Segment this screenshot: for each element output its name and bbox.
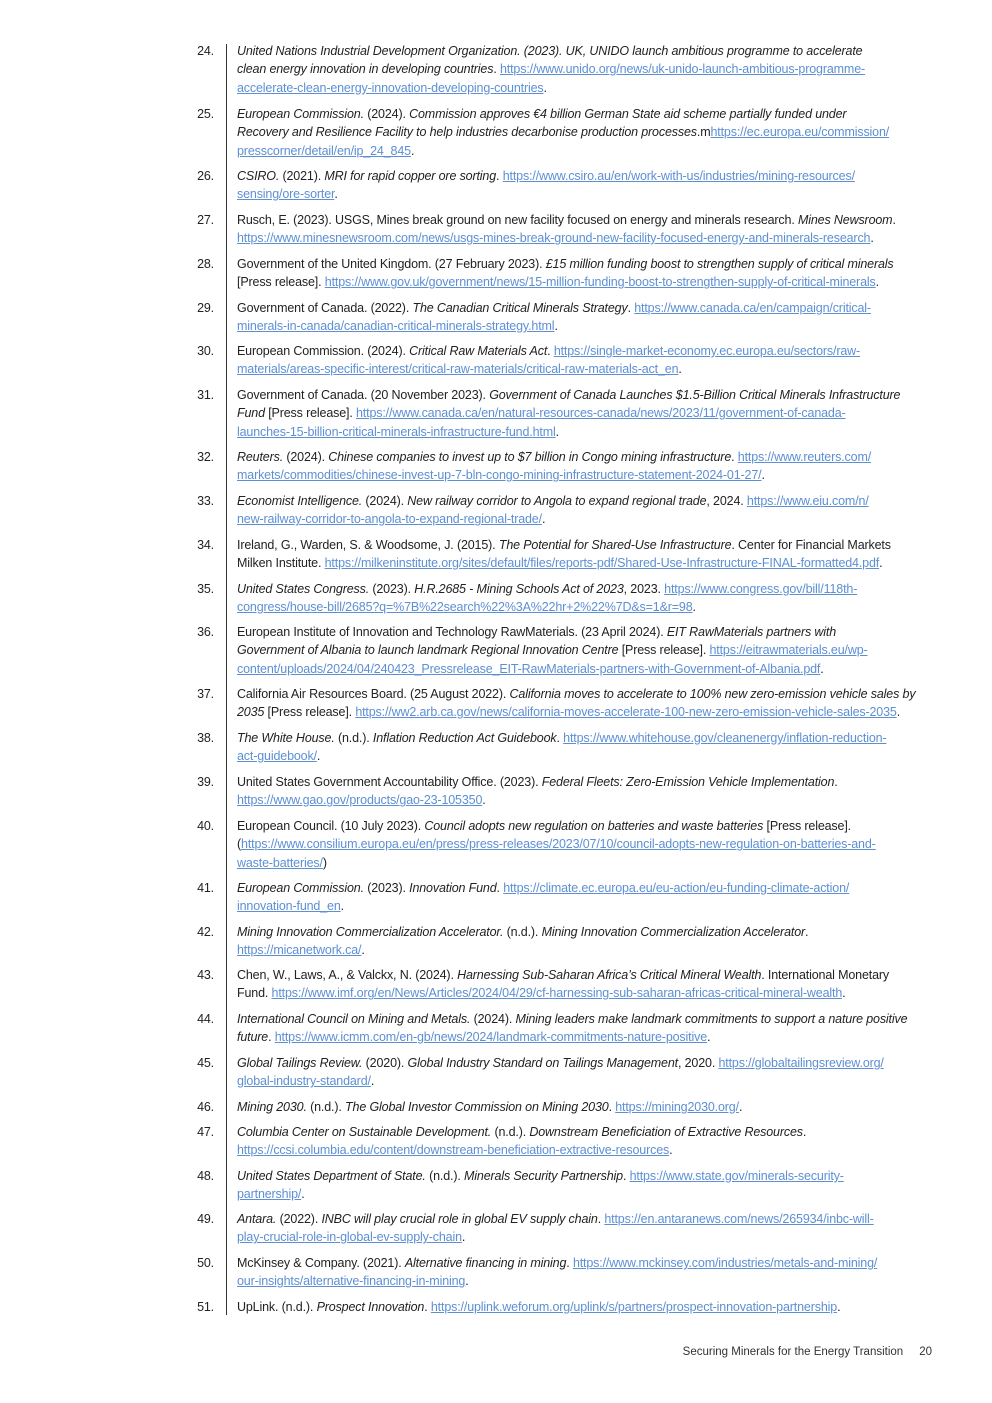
reference-italic-text: The White House. bbox=[237, 731, 335, 745]
page-footer bbox=[683, 1346, 932, 1358]
reference-italic-text: The Global Investor Commission on Mining 2030 bbox=[345, 1100, 609, 1114]
reference-plain-text: . bbox=[555, 424, 559, 439]
reference-line bbox=[237, 299, 937, 317]
reference-italic-text: Fund bbox=[237, 406, 265, 421]
reference-divider-rule bbox=[226, 44, 227, 1315]
reference-plain-text: . bbox=[761, 468, 765, 483]
reference-plain-text: (2024). bbox=[362, 494, 408, 508]
reference-line bbox=[237, 747, 937, 765]
reference-italic-text: Federal Fleets: Zero-Emission Vehicle Implementation bbox=[541, 775, 835, 789]
reference-number: 46. bbox=[197, 1100, 214, 1114]
reference-text bbox=[237, 342, 937, 379]
reference-plain-text: Government of the United Kingdom. (27 February 2023). bbox=[237, 257, 546, 271]
reference-plain-text: . bbox=[554, 319, 558, 334]
reference-number: 30. bbox=[197, 344, 214, 358]
reference-text bbox=[237, 1054, 937, 1091]
reference-line bbox=[237, 123, 937, 141]
reference-line bbox=[237, 835, 937, 853]
reference-link[interactable]: global-industry-standard/ bbox=[237, 1074, 371, 1089]
reference-line bbox=[237, 79, 937, 97]
reference-italic-text: The Potential for Shared-Use Infrastructure bbox=[498, 538, 732, 552]
reference-plain-text: (2020). bbox=[362, 1056, 408, 1070]
reference-line bbox=[237, 185, 937, 203]
reference-plain-text: . bbox=[556, 731, 564, 745]
reference-plain-text: . bbox=[707, 1030, 711, 1045]
reference-text bbox=[237, 729, 937, 766]
reference-link[interactable]: https://milkeninstitute.org/sites/default/files/reports-pdf/Shared-Use-Infrastructure-FINAL-formatted4.pdf bbox=[324, 556, 880, 571]
reference-plain-text: European Council. (10 July 2023). bbox=[237, 819, 425, 833]
reference-link[interactable]: https://www.eiu.com/n/ bbox=[746, 494, 869, 508]
reference-link[interactable]: https://www.state.gov/minerals-security- bbox=[629, 1169, 844, 1183]
reference-plain-text: ( bbox=[237, 837, 242, 852]
reference-plain-text: . bbox=[879, 556, 883, 571]
reference-link[interactable]: our-insights/alternative-financing-in-mining bbox=[237, 1274, 466, 1289]
reference-line bbox=[237, 492, 937, 510]
reference-plain-text: . Center for Financial Markets bbox=[731, 538, 891, 552]
reference-line bbox=[237, 404, 937, 422]
reference-number: 24. bbox=[197, 44, 214, 58]
reference-plain-text: (n.d.). bbox=[334, 731, 373, 745]
reference-text bbox=[237, 42, 937, 97]
reference-plain-text: . bbox=[622, 1169, 630, 1183]
reference-italic-text: Mines Newsroom bbox=[797, 213, 893, 227]
reference-line bbox=[237, 211, 937, 229]
reference-plain-text: , 2020. bbox=[677, 1056, 719, 1070]
reference-line bbox=[237, 623, 937, 641]
reference-number: 25. bbox=[197, 107, 214, 121]
reference-italic-text: Council adopts new regulation on batteries and waste batteries bbox=[424, 819, 764, 833]
reference-italic-text: clean energy innovation in developing countries bbox=[237, 62, 494, 77]
reference-text bbox=[237, 1298, 937, 1316]
reference-plain-text: , 2023. bbox=[623, 582, 665, 596]
reference-link[interactable]: materials/areas-specific-interest/critical-raw-materials/critical-raw-materials-act_en bbox=[237, 362, 679, 377]
reference-line bbox=[237, 1098, 937, 1116]
reference-plain-text: . bbox=[493, 62, 500, 77]
reference-plain-text: . bbox=[461, 1230, 466, 1245]
reference-number: 43. bbox=[197, 968, 214, 982]
reference-line bbox=[237, 554, 937, 572]
reference-plain-text: (2024). bbox=[283, 450, 329, 464]
reference-plain-text: (n.d.). bbox=[425, 1169, 465, 1183]
reference-italic-text: 2035 bbox=[237, 705, 265, 720]
reference-link[interactable]: https://www.canada.ca/en/campaign/critical- bbox=[634, 301, 871, 315]
reference-plain-text: Chen, W., Laws, A., & Valckx, N. (2024). bbox=[237, 968, 458, 982]
reference-line bbox=[237, 1254, 937, 1272]
reference-link[interactable]: https://single-market-economy.ec.europa.eu/sectors/raw- bbox=[553, 344, 861, 358]
reference-plain-text: (n.d.). bbox=[503, 925, 542, 939]
reference-line bbox=[237, 1028, 937, 1046]
reference-line bbox=[237, 660, 937, 678]
reference-line bbox=[237, 510, 937, 528]
page-number: 20 bbox=[919, 1346, 932, 1358]
reference-link[interactable]: https://ww2.arb.ca.gov/news/california-moves-accelerate-100-new-zero-emission-vehicle-sales-2035 bbox=[355, 705, 897, 720]
reference-plain-text: . bbox=[805, 925, 809, 939]
reference-plain-text: . bbox=[424, 1300, 431, 1314]
reference-line bbox=[237, 1054, 937, 1072]
reference-number: 51. bbox=[197, 1300, 214, 1314]
reference-plain-text: . International Monetary bbox=[761, 968, 889, 982]
reference-link[interactable]: launches-15-billion-critical-minerals-infrastructure-fund.html bbox=[237, 424, 556, 439]
reference-italic-text: Innovation Fund bbox=[409, 881, 497, 895]
reference-plain-text: . bbox=[361, 943, 365, 958]
reference-link[interactable]: https://www.imf.org/en/News/Articles/2024/04/29/cf-harnessing-sub-saharan-africas-critical-mineral-wealth bbox=[271, 986, 843, 1001]
reference-line bbox=[237, 923, 937, 941]
reference-text bbox=[237, 167, 937, 204]
reference-plain-text: . bbox=[543, 80, 547, 95]
reference-link[interactable]: https://www.reuters.com/ bbox=[737, 450, 872, 464]
reference-link[interactable]: https://ec.europa.eu/commission/ bbox=[710, 125, 890, 140]
reference-link[interactable]: accelerate-clean-energy-innovation-developing-countries bbox=[237, 80, 544, 95]
reference-link[interactable]: congress/house-bill/2685?q=%7B%22search%22%3A%22hr+2%22%7D&s=1&r=98 bbox=[237, 600, 693, 615]
reference-plain-text: [Press release]. bbox=[763, 819, 851, 833]
reference-italic-text: The Canadian Critical Minerals Strategy bbox=[412, 301, 628, 315]
reference-italic-text: European Commission. bbox=[237, 881, 364, 895]
reference-line bbox=[237, 105, 937, 123]
reference-plain-text: [Press release]. bbox=[237, 275, 325, 290]
reference-plain-text: McKinsey & Company. (2021). bbox=[237, 1256, 405, 1270]
reference-italic-text: Government of Canada Launches $1.5-Billion Critical Minerals Infrastructure bbox=[489, 388, 901, 402]
reference-italic-text: CSIRO. bbox=[237, 169, 280, 183]
reference-italic-text: Chinese companies to invest up to $7 billion in Congo mining infrastructure bbox=[328, 450, 732, 464]
reference-number: 39. bbox=[197, 775, 214, 789]
reference-line bbox=[237, 386, 937, 404]
reference-number: 47. bbox=[197, 1125, 214, 1139]
reference-plain-text: . bbox=[541, 512, 546, 527]
reference-plain-text: . bbox=[820, 661, 824, 676]
reference-number: 48. bbox=[197, 1169, 214, 1183]
reference-link[interactable]: https://www.whitehouse.gov/cleanenergy/inflation-reduction- bbox=[563, 731, 887, 745]
reference-number: 50. bbox=[197, 1256, 214, 1270]
reference-italic-text: Prospect Innovation bbox=[316, 1300, 425, 1314]
reference-link[interactable]: markets/commodities/chinese-invest-up-7-bln-congo-mining-infrastructure-statement-2024-01-27/ bbox=[237, 468, 762, 483]
reference-link[interactable]: https://en.antaranews.com/news/265934/inbc-will- bbox=[604, 1212, 874, 1226]
reference-plain-text: . bbox=[731, 450, 738, 464]
reference-plain-text: . bbox=[301, 1187, 305, 1202]
reference-plain-text: . bbox=[410, 143, 415, 158]
reference-line bbox=[237, 580, 937, 598]
reference-line bbox=[237, 167, 937, 185]
reference-number: 29. bbox=[197, 301, 214, 315]
reference-italic-text: Alternative financing in mining bbox=[404, 1256, 567, 1270]
reference-line bbox=[237, 255, 937, 273]
reference-line bbox=[237, 966, 937, 984]
reference-italic-text: H.R.2685 - Mining Schools Act of 2023 bbox=[414, 582, 624, 596]
reference-link[interactable]: https://ccsi.columbia.edu/content/downstream-beneficiation-extractive-resources bbox=[237, 1143, 670, 1158]
reference-number: 44. bbox=[197, 1012, 214, 1026]
reference-text bbox=[237, 773, 937, 810]
reference-link[interactable]: https://micanetwork.ca/ bbox=[237, 943, 362, 958]
reference-line bbox=[237, 448, 937, 466]
reference-plain-text: . bbox=[465, 1274, 469, 1289]
reference-plain-text: . bbox=[837, 1300, 841, 1314]
reference-plain-text: (2024). bbox=[363, 107, 410, 121]
reference-line bbox=[237, 598, 937, 616]
reference-italic-text: Critical Raw Materials Act bbox=[409, 344, 548, 358]
reference-line bbox=[237, 984, 937, 1002]
reference-italic-text: Mining 2030. bbox=[237, 1100, 307, 1114]
reference-number: 32. bbox=[197, 450, 214, 464]
reference-italic-text: Columbia Center on Sustainable Development. bbox=[237, 1125, 492, 1139]
reference-line bbox=[237, 229, 937, 247]
reference-link[interactable]: https://uplink.weforum.org/uplink/s/partners/prospect-innovation-partnership bbox=[430, 1300, 838, 1314]
reference-plain-text: [Press release]. bbox=[264, 406, 356, 421]
reference-text bbox=[237, 923, 937, 960]
reference-text bbox=[237, 580, 937, 617]
reference-plain-text: . bbox=[597, 1212, 605, 1226]
reference-italic-text: United States Congress. bbox=[237, 582, 370, 596]
reference-link[interactable]: minerals-in-canada/canadian-critical-minerals-strategy.html bbox=[237, 319, 555, 334]
reference-plain-text: (n.d.). bbox=[491, 1125, 530, 1139]
reference-plain-text: California Air Resources Board. (25 August 2022). bbox=[237, 687, 510, 701]
reference-number: 26. bbox=[197, 169, 214, 183]
reference-text bbox=[237, 299, 937, 336]
reference-plain-text: . bbox=[627, 301, 635, 315]
reference-text bbox=[237, 879, 937, 916]
reference-text bbox=[237, 1010, 937, 1047]
reference-plain-text: . bbox=[370, 1074, 375, 1089]
reference-line bbox=[237, 360, 937, 378]
reference-number: 37. bbox=[197, 687, 214, 701]
reference-link[interactable]: new-railway-corridor-to-angola-to-expand-regional-trade/ bbox=[237, 512, 542, 527]
reference-link[interactable]: partnership/ bbox=[237, 1187, 302, 1202]
reference-italic-text: Mining Innovation Commercialization Accelerator bbox=[541, 925, 806, 939]
reference-plain-text: . bbox=[496, 881, 504, 895]
reference-plain-text: . bbox=[678, 362, 682, 377]
reference-line bbox=[237, 317, 937, 335]
reference-plain-text: . bbox=[870, 231, 874, 246]
reference-line bbox=[237, 941, 937, 959]
reference-link[interactable]: https://www.mckinsey.com/industries/metals-and-mining/ bbox=[572, 1256, 878, 1270]
reference-text bbox=[237, 211, 937, 248]
reference-number: 41. bbox=[197, 881, 214, 895]
reference-line bbox=[237, 817, 937, 835]
reference-plain-text: . bbox=[334, 187, 338, 202]
reference-link[interactable]: https://climate.ec.europa.eu/eu-action/eu-funding-climate-action/ bbox=[503, 881, 850, 895]
reference-number: 38. bbox=[197, 731, 214, 745]
reference-italic-text: United Nations Industrial Development Organization. (2023). UK, UNIDO launch ambitious programme to accelerate bbox=[237, 44, 863, 58]
reference-text bbox=[237, 1210, 937, 1247]
reference-link[interactable]: https://globaltailingsreview.org/ bbox=[718, 1056, 884, 1070]
reference-link[interactable]: https://www.gov.uk/government/news/15-million-funding-boost-to-strengthen-supply-of-critical-minerals bbox=[324, 275, 876, 290]
reference-line bbox=[237, 142, 937, 160]
reference-plain-text: . bbox=[608, 1100, 616, 1114]
reference-number: 34. bbox=[197, 538, 214, 552]
reference-italic-text: Minerals Security Partnership bbox=[464, 1169, 623, 1183]
reference-plain-text: . bbox=[496, 169, 503, 183]
reference-plain-text: (2024). bbox=[470, 1012, 516, 1026]
reference-italic-text: Economist Intelligence. bbox=[237, 494, 363, 508]
reference-plain-text: . bbox=[547, 344, 554, 358]
reference-plain-text: . bbox=[802, 1125, 807, 1139]
reference-line bbox=[237, 1298, 937, 1316]
reference-plain-text: Milken Institute. bbox=[237, 556, 325, 571]
reference-plain-text: . bbox=[738, 1100, 743, 1114]
reference-plain-text: European Institute of Innovation and Technology RawMaterials. (23 April 2024). bbox=[237, 625, 667, 639]
reference-italic-text: New railway corridor to Angola to expand regional trade bbox=[407, 494, 707, 508]
reference-plain-text: Ireland, G., Warden, S. & Woodsome, J. (2015). bbox=[237, 538, 499, 552]
reference-number: 27. bbox=[197, 213, 214, 227]
reference-line bbox=[237, 1185, 937, 1203]
reference-link[interactable]: https://mining2030.org/ bbox=[615, 1100, 739, 1114]
reference-number: 36. bbox=[197, 625, 214, 639]
reference-line bbox=[237, 42, 937, 60]
reference-text bbox=[237, 1098, 937, 1116]
reference-text bbox=[237, 1167, 937, 1204]
reference-line bbox=[237, 854, 937, 872]
reference-link[interactable]: https://www.icmm.com/en-gb/news/2024/landmark-commitments-nature-positive bbox=[274, 1030, 707, 1045]
footer-title: Securing Minerals for the Energy Transition bbox=[682, 1346, 904, 1358]
reference-link[interactable]: innovation-fund_en bbox=[237, 899, 341, 914]
reference-italic-text: MRI for rapid copper ore sorting bbox=[324, 169, 497, 183]
reference-link[interactable]: https://www.minesnewsroom.com/news/usgs-mines-break-ground-new-facility-focused-energy-and-minerals-research bbox=[237, 231, 871, 246]
reference-number: 35. bbox=[197, 582, 214, 596]
reference-link[interactable]: https://www.unido.org/news/uk-unido-launch-ambitious-programme- bbox=[499, 62, 866, 77]
reference-text bbox=[237, 536, 937, 573]
reference-plain-text: . bbox=[482, 793, 486, 808]
reference-plain-text: United States Government Accountability Office. (2023). bbox=[237, 775, 542, 789]
reference-link[interactable]: https://www.congress.gov/bill/118th- bbox=[664, 582, 858, 596]
reference-plain-text: (2022). bbox=[276, 1212, 322, 1226]
reference-plain-text: .m bbox=[696, 125, 711, 140]
reference-text bbox=[237, 966, 937, 1003]
reference-line bbox=[237, 773, 937, 791]
reference-line bbox=[237, 273, 937, 291]
reference-line bbox=[237, 1272, 937, 1290]
reference-plain-text: Fund. bbox=[237, 986, 272, 1001]
reference-number: 45. bbox=[197, 1056, 214, 1070]
reference-plain-text: [Press release]. bbox=[618, 643, 710, 658]
reference-link[interactable]: https://www.gao.gov/products/gao-23-105350 bbox=[237, 793, 483, 808]
reference-link[interactable]: presscorner/detail/en/ip_24_845 bbox=[237, 143, 411, 158]
reference-plain-text: . bbox=[892, 213, 896, 227]
reference-plain-text: . bbox=[566, 1256, 573, 1270]
reference-number: 28. bbox=[197, 257, 214, 271]
reference-plain-text: . bbox=[875, 275, 879, 290]
reference-italic-text: EIT RawMaterials partners with bbox=[666, 625, 837, 639]
reference-italic-text: Reuters. bbox=[237, 450, 284, 464]
reference-italic-text: future bbox=[237, 1030, 269, 1045]
reference-plain-text: . bbox=[268, 1030, 275, 1045]
reference-line bbox=[237, 685, 937, 703]
reference-text bbox=[237, 448, 937, 485]
reference-italic-text: INBC will play crucial role in global EV supply chain bbox=[321, 1212, 598, 1226]
reference-plain-text: . bbox=[834, 775, 838, 789]
reference-italic-text: Global Tailings Review. bbox=[237, 1056, 363, 1070]
reference-text bbox=[237, 685, 937, 722]
reference-line bbox=[237, 703, 937, 721]
reference-line bbox=[237, 466, 937, 484]
reference-line bbox=[237, 1228, 937, 1246]
reference-line bbox=[237, 879, 937, 897]
reference-number: 33. bbox=[197, 494, 214, 508]
reference-plain-text: ) bbox=[322, 855, 327, 870]
reference-line bbox=[237, 1123, 937, 1141]
reference-link[interactable]: play-crucial-role-in-global-ev-supply-chain bbox=[237, 1230, 462, 1245]
reference-italic-text: International Council on Mining and Metals. bbox=[237, 1012, 471, 1026]
reference-line bbox=[237, 1010, 937, 1028]
reference-plain-text: UpLink. (n.d.). bbox=[237, 1300, 317, 1314]
reference-link[interactable]: waste-batteries/ bbox=[237, 855, 323, 870]
reference-text bbox=[237, 623, 937, 678]
reference-italic-text: European Commission. bbox=[237, 107, 364, 121]
reference-link[interactable]: https://www.canada.ca/en/natural-resources-canada/news/2023/11/government-of-canada- bbox=[356, 406, 846, 421]
reference-link[interactable]: sensing/ore-sorter bbox=[237, 187, 335, 202]
reference-line bbox=[237, 423, 937, 441]
reference-plain-text: (2023). bbox=[363, 881, 410, 895]
reference-text bbox=[237, 1254, 937, 1291]
reference-plain-text: Government of Canada. (2022). bbox=[237, 301, 413, 315]
reference-italic-text: California moves to accelerate to 100% new zero-emission vehicle sales by bbox=[509, 687, 916, 701]
reference-plain-text: . bbox=[669, 1143, 673, 1158]
reference-italic-text: Mining leaders make landmark commitments to support a nature positive bbox=[515, 1012, 908, 1026]
reference-line bbox=[237, 641, 937, 659]
reference-line bbox=[237, 897, 937, 915]
reference-italic-text: Commission approves €4 billion German State aid scheme partially funded under bbox=[409, 107, 847, 121]
reference-number: 42. bbox=[197, 925, 214, 939]
reference-link[interactable]: content/uploads/2024/04/240423_Pressrelease_EIT-RawMaterials-partners-with-Government-of-Albania.pdf bbox=[237, 661, 821, 676]
reference-text bbox=[237, 492, 937, 529]
reference-plain-text: . bbox=[692, 600, 696, 615]
reference-line bbox=[237, 1072, 937, 1090]
reference-line bbox=[237, 342, 937, 360]
reference-number: 49. bbox=[197, 1212, 214, 1226]
reference-line bbox=[237, 1141, 937, 1159]
reference-italic-text: Antara. bbox=[237, 1212, 277, 1226]
reference-number: 40. bbox=[197, 819, 214, 833]
reference-italic-text: United States Department of State. bbox=[237, 1169, 426, 1183]
reference-italic-text: Inflation Reduction Act Guidebook bbox=[372, 731, 557, 745]
reference-text bbox=[237, 255, 937, 292]
reference-plain-text: . bbox=[340, 899, 344, 914]
reference-italic-text: Recovery and Resilience Facility to help industries decarbonise production processes bbox=[237, 125, 697, 140]
reference-plain-text: , 2024. bbox=[706, 494, 747, 508]
reference-italic-text: Mining Innovation Commercialization Accelerator. bbox=[237, 925, 504, 939]
reference-text bbox=[237, 817, 937, 872]
reference-link[interactable]: https://www.csiro.au/en/work-with-us/industries/mining-resources/ bbox=[502, 169, 855, 183]
reference-italic-text: Global Industry Standard on Tailings Management bbox=[407, 1056, 678, 1070]
reference-plain-text: . bbox=[896, 705, 901, 720]
reference-link[interactable]: https://eitrawmaterials.eu/wp- bbox=[709, 643, 868, 658]
reference-line bbox=[237, 60, 937, 78]
reference-text bbox=[237, 1123, 937, 1160]
reference-text bbox=[237, 386, 937, 441]
reference-plain-text: Rusch, E. (2023). USGS, Mines break ground on new facility focused on energy and minerals research. bbox=[237, 213, 798, 227]
reference-plain-text: (2023). bbox=[369, 582, 415, 596]
reference-italic-text: £15 million funding boost to strengthen supply of critical minerals bbox=[545, 257, 894, 271]
reference-plain-text: (2021). bbox=[279, 169, 325, 183]
reference-link[interactable]: act-guidebook/ bbox=[237, 749, 317, 764]
reference-italic-text: Downstream Beneficiation of Extractive Resources bbox=[529, 1125, 803, 1139]
reference-italic-text: Government of Albania to launch landmark Regional Innovation Centre bbox=[237, 643, 619, 658]
reference-line bbox=[237, 791, 937, 809]
reference-number: 31. bbox=[197, 388, 214, 402]
reference-plain-text: . bbox=[842, 986, 846, 1001]
reference-line bbox=[237, 536, 937, 554]
reference-text bbox=[237, 105, 937, 160]
reference-line bbox=[237, 1210, 937, 1228]
reference-link[interactable]: https://www.consilium.europa.eu/en/press/press-releases/2023/07/10/council-adopts-new-regulation-on-batteries-and- bbox=[241, 837, 876, 852]
reference-line bbox=[237, 729, 937, 747]
reference-plain-text: [Press release]. bbox=[264, 705, 356, 720]
reference-plain-text: Government of Canada. (20 November 2023). bbox=[237, 388, 490, 402]
reference-line bbox=[237, 1167, 937, 1185]
reference-plain-text: . bbox=[316, 749, 321, 764]
reference-plain-text: European Commission. (2024). bbox=[237, 344, 410, 358]
reference-italic-text: Harnessing Sub-Saharan Africa’s Critical Mineral Wealth bbox=[457, 968, 762, 982]
reference-plain-text: (n.d.). bbox=[306, 1100, 346, 1114]
